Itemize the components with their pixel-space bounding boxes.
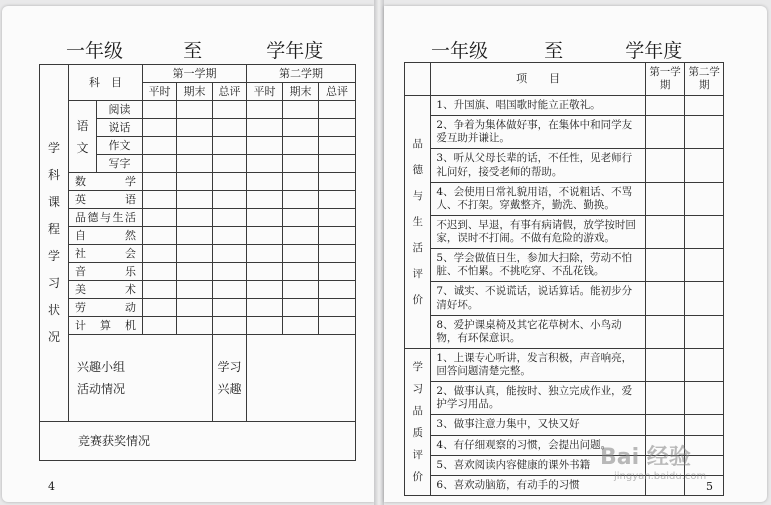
subject-grade-table	[39, 64, 356, 461]
term1-rating[interactable]	[645, 315, 685, 348]
grade-cell[interactable]	[319, 317, 356, 335]
grade-cell[interactable]	[247, 191, 283, 209]
item-header: 项 目	[431, 63, 645, 96]
term2-rating[interactable]	[685, 282, 724, 315]
grade-cell[interactable]	[177, 209, 213, 227]
right-page	[384, 6, 767, 502]
col-header: 总评	[319, 83, 356, 101]
grade-cell[interactable]	[247, 263, 283, 281]
book-spine	[374, 0, 384, 505]
left-page	[2, 6, 374, 502]
subject-name: 数学	[69, 173, 143, 191]
interest-group-entry[interactable]	[177, 335, 213, 422]
grade-cell[interactable]	[143, 101, 177, 119]
awards-label: 竞赛获奖情况	[78, 433, 151, 448]
subject-name: 作文	[97, 137, 143, 155]
grade-cell[interactable]	[319, 245, 356, 263]
interest-group-label: 兴趣小组 活动情况	[69, 335, 177, 422]
grade-cell[interactable]	[177, 119, 213, 137]
grade-cell[interactable]	[177, 227, 213, 245]
evaluation-item: 2、争着为集体做好事，在集体中和同学友爱互助并谦让。	[431, 116, 645, 149]
grade-cell[interactable]	[143, 155, 177, 173]
subject-name: 说话	[97, 119, 143, 137]
grade-cell[interactable]	[177, 317, 213, 335]
term1-rating[interactable]	[645, 415, 685, 435]
grade-cell[interactable]	[143, 227, 177, 245]
grade-cell[interactable]	[247, 245, 283, 263]
evaluation-item: 2、做事认真，能按时、独立完成作业，爱护学习用品。	[431, 382, 645, 415]
grade-cell[interactable]	[213, 227, 247, 245]
subject-name: 劳动	[69, 299, 143, 317]
grade-cell[interactable]	[213, 281, 247, 299]
term1-rating[interactable]	[645, 348, 685, 381]
grade-cell[interactable]	[283, 227, 319, 245]
grade-cell[interactable]	[283, 101, 319, 119]
subject-name: 品德与生活	[69, 209, 143, 227]
term1-rating[interactable]	[645, 382, 685, 415]
grade-cell[interactable]	[177, 191, 213, 209]
term2-rating[interactable]	[685, 249, 724, 282]
grade-cell[interactable]	[283, 263, 319, 281]
subject-name: 音乐	[69, 263, 143, 281]
grade-cell[interactable]	[247, 227, 283, 245]
evaluation-item: 5、喜欢阅读内容健康的课外书籍	[431, 455, 645, 475]
grade-cell[interactable]	[213, 191, 247, 209]
col-header: 总评	[213, 83, 247, 101]
subject-name: 英语	[69, 191, 143, 209]
grade-cell[interactable]	[143, 209, 177, 227]
grade-cell[interactable]	[177, 299, 213, 317]
to-label: 至	[544, 40, 564, 62]
right-heading	[431, 36, 682, 63]
grade-cell[interactable]	[247, 317, 283, 335]
term2-rating[interactable]	[685, 315, 724, 348]
grade-cell[interactable]	[283, 299, 319, 317]
grade-cell[interactable]	[143, 299, 177, 317]
grade-cell[interactable]	[213, 101, 247, 119]
hobby-entry[interactable]	[247, 335, 356, 422]
term1-rating[interactable]	[645, 182, 685, 215]
grade-cell[interactable]	[319, 209, 356, 227]
grade-cell[interactable]	[213, 299, 247, 317]
grade-cell[interactable]	[247, 101, 283, 119]
evaluation-item: 8、爱护课桌椅及其它花草树木、小鸟动物，有环保意识。	[431, 315, 645, 348]
awards-row	[40, 422, 356, 461]
grade-cell[interactable]	[213, 137, 247, 155]
term1-rating[interactable]	[645, 116, 685, 149]
term2-rating[interactable]	[685, 149, 724, 182]
term2-header: 第二学期	[685, 63, 724, 96]
term2-rating[interactable]	[685, 215, 724, 248]
evaluation-item: 4、会使用日常礼貌用语，不说粗话、不骂人、不打架。穿戴整齐，勤洗、勤换。	[431, 182, 645, 215]
grade-cell[interactable]	[177, 137, 213, 155]
school-year-label: 学年度	[625, 40, 683, 62]
grade-cell[interactable]	[143, 173, 177, 191]
grade-cell[interactable]	[247, 209, 283, 227]
grade-cell[interactable]	[319, 137, 356, 155]
grade-cell[interactable]	[177, 155, 213, 173]
grade-cell[interactable]	[283, 245, 319, 263]
evaluation-item: 4、有仔细观察的习惯，会提出问题。	[431, 435, 645, 455]
grade-cell[interactable]	[177, 281, 213, 299]
grade-cell[interactable]	[247, 281, 283, 299]
grade-cell[interactable]	[143, 245, 177, 263]
grade-cell[interactable]	[283, 137, 319, 155]
to-label: 至	[183, 40, 203, 62]
subject-header: 科 目	[69, 65, 143, 101]
col-header: 平时	[247, 83, 283, 101]
grade-cell[interactable]	[213, 155, 247, 173]
term2-header: 第二学期	[247, 65, 356, 83]
left-heading	[66, 36, 323, 63]
grade-cell[interactable]	[143, 137, 177, 155]
term1-rating[interactable]	[645, 282, 685, 315]
section2-label: 学 习 品 质 评 价	[405, 348, 431, 495]
grade-cell[interactable]	[283, 191, 319, 209]
grade-cell[interactable]	[283, 173, 319, 191]
evaluation-item: 3、做事注意力集中，又快又好	[431, 415, 645, 435]
term2-rating[interactable]	[685, 96, 724, 116]
section1-label: 品 德 与 生 活 评 价	[405, 96, 431, 349]
term2-rating[interactable]	[685, 348, 724, 381]
grade-cell[interactable]	[283, 155, 319, 173]
evaluation-item: 1、升国旗、唱国歌时能立正敬礼。	[431, 96, 645, 116]
grade-cell[interactable]	[143, 317, 177, 335]
term1-rating[interactable]	[645, 96, 685, 116]
term1-rating[interactable]	[645, 215, 685, 248]
grade-cell[interactable]	[283, 209, 319, 227]
grade-cell[interactable]	[213, 209, 247, 227]
grade-cell[interactable]	[143, 263, 177, 281]
grade-cell[interactable]	[177, 245, 213, 263]
term1-header: 第一学期	[645, 63, 685, 96]
grade-cell[interactable]	[319, 281, 356, 299]
term1-rating[interactable]	[645, 249, 685, 282]
subject-name: 美术	[69, 281, 143, 299]
grade-cell[interactable]	[213, 263, 247, 281]
evaluation-item: 6、喜欢动脑筋，有动手的习惯	[431, 475, 645, 495]
evaluation-table	[404, 62, 724, 496]
grade-cell[interactable]	[213, 245, 247, 263]
evaluation-item: 不迟到、早退，有事有病请假，放学按时回家，误时不打闹。不做有危险的游戏。	[431, 215, 645, 248]
grade-cell[interactable]	[177, 173, 213, 191]
grade-cell[interactable]	[283, 119, 319, 137]
grade-cell[interactable]	[247, 173, 283, 191]
term2-rating[interactable]	[685, 116, 724, 149]
term2-rating[interactable]	[685, 415, 724, 435]
grade-cell[interactable]	[283, 317, 319, 335]
grade-cell[interactable]	[319, 263, 356, 281]
col-header: 平时	[143, 83, 177, 101]
subject-name: 自然	[69, 227, 143, 245]
subject-name: 社会	[69, 245, 143, 263]
subject-name: 计算机	[69, 317, 143, 335]
school-year-label: 学年度	[266, 40, 324, 62]
grade-cell[interactable]	[319, 173, 356, 191]
grade-cell[interactable]	[319, 191, 356, 209]
baidu-jingyan-watermark: Bai 经验 jingyan.baidu.com	[600, 445, 707, 482]
grade-cell[interactable]	[177, 263, 213, 281]
grade-cell[interactable]	[213, 317, 247, 335]
hobby-label: 学习 兴趣	[213, 335, 247, 422]
grade-cell[interactable]	[247, 119, 283, 137]
evaluation-item: 1、上课专心听讲，发言积极，声音响亮，回答问题清楚完整。	[431, 348, 645, 381]
grade-cell[interactable]	[143, 281, 177, 299]
grade-cell[interactable]	[319, 299, 356, 317]
grade-label: 一年级	[431, 40, 489, 62]
blank-corner	[405, 63, 431, 96]
grade-cell[interactable]	[247, 137, 283, 155]
page-number-right: 5	[706, 480, 713, 493]
grade-cell[interactable]	[319, 101, 356, 119]
grade-cell[interactable]	[319, 227, 356, 245]
term1-header: 第一学期	[143, 65, 247, 83]
grade-cell[interactable]	[213, 173, 247, 191]
grade-cell[interactable]	[247, 299, 283, 317]
term1-rating[interactable]	[645, 149, 685, 182]
col-header: 期末	[283, 83, 319, 101]
grade-cell[interactable]	[177, 101, 213, 119]
subject-name: 写字	[97, 155, 143, 173]
side-label-study: 学 科 课 程 学 习 状 况	[40, 65, 69, 422]
grade-cell[interactable]	[247, 155, 283, 173]
grade-cell[interactable]	[283, 281, 319, 299]
grade-cell[interactable]	[143, 119, 177, 137]
term2-rating[interactable]	[685, 382, 724, 415]
subject-name: 阅读	[97, 101, 143, 119]
grade-label: 一年级	[66, 40, 124, 62]
evaluation-item: 5、学会做值日生，参加大扫除，劳动不怕脏、不怕累。不挑吃穿、不乱花钱。	[431, 249, 645, 282]
grade-cell[interactable]	[319, 155, 356, 173]
page-number-left: 4	[48, 480, 55, 493]
grade-cell[interactable]	[319, 119, 356, 137]
evaluation-item: 3、听从父母长辈的话，不任性，见老师行礼问好，接受老师的帮助。	[431, 149, 645, 182]
grade-cell[interactable]	[213, 119, 247, 137]
col-header: 期末	[177, 83, 213, 101]
evaluation-item: 7、诚实、不说谎话，说话算话。能初步分清好坏。	[431, 282, 645, 315]
grade-cell[interactable]	[143, 191, 177, 209]
chinese-group-label: 语 文	[69, 101, 97, 173]
term2-rating[interactable]	[685, 182, 724, 215]
